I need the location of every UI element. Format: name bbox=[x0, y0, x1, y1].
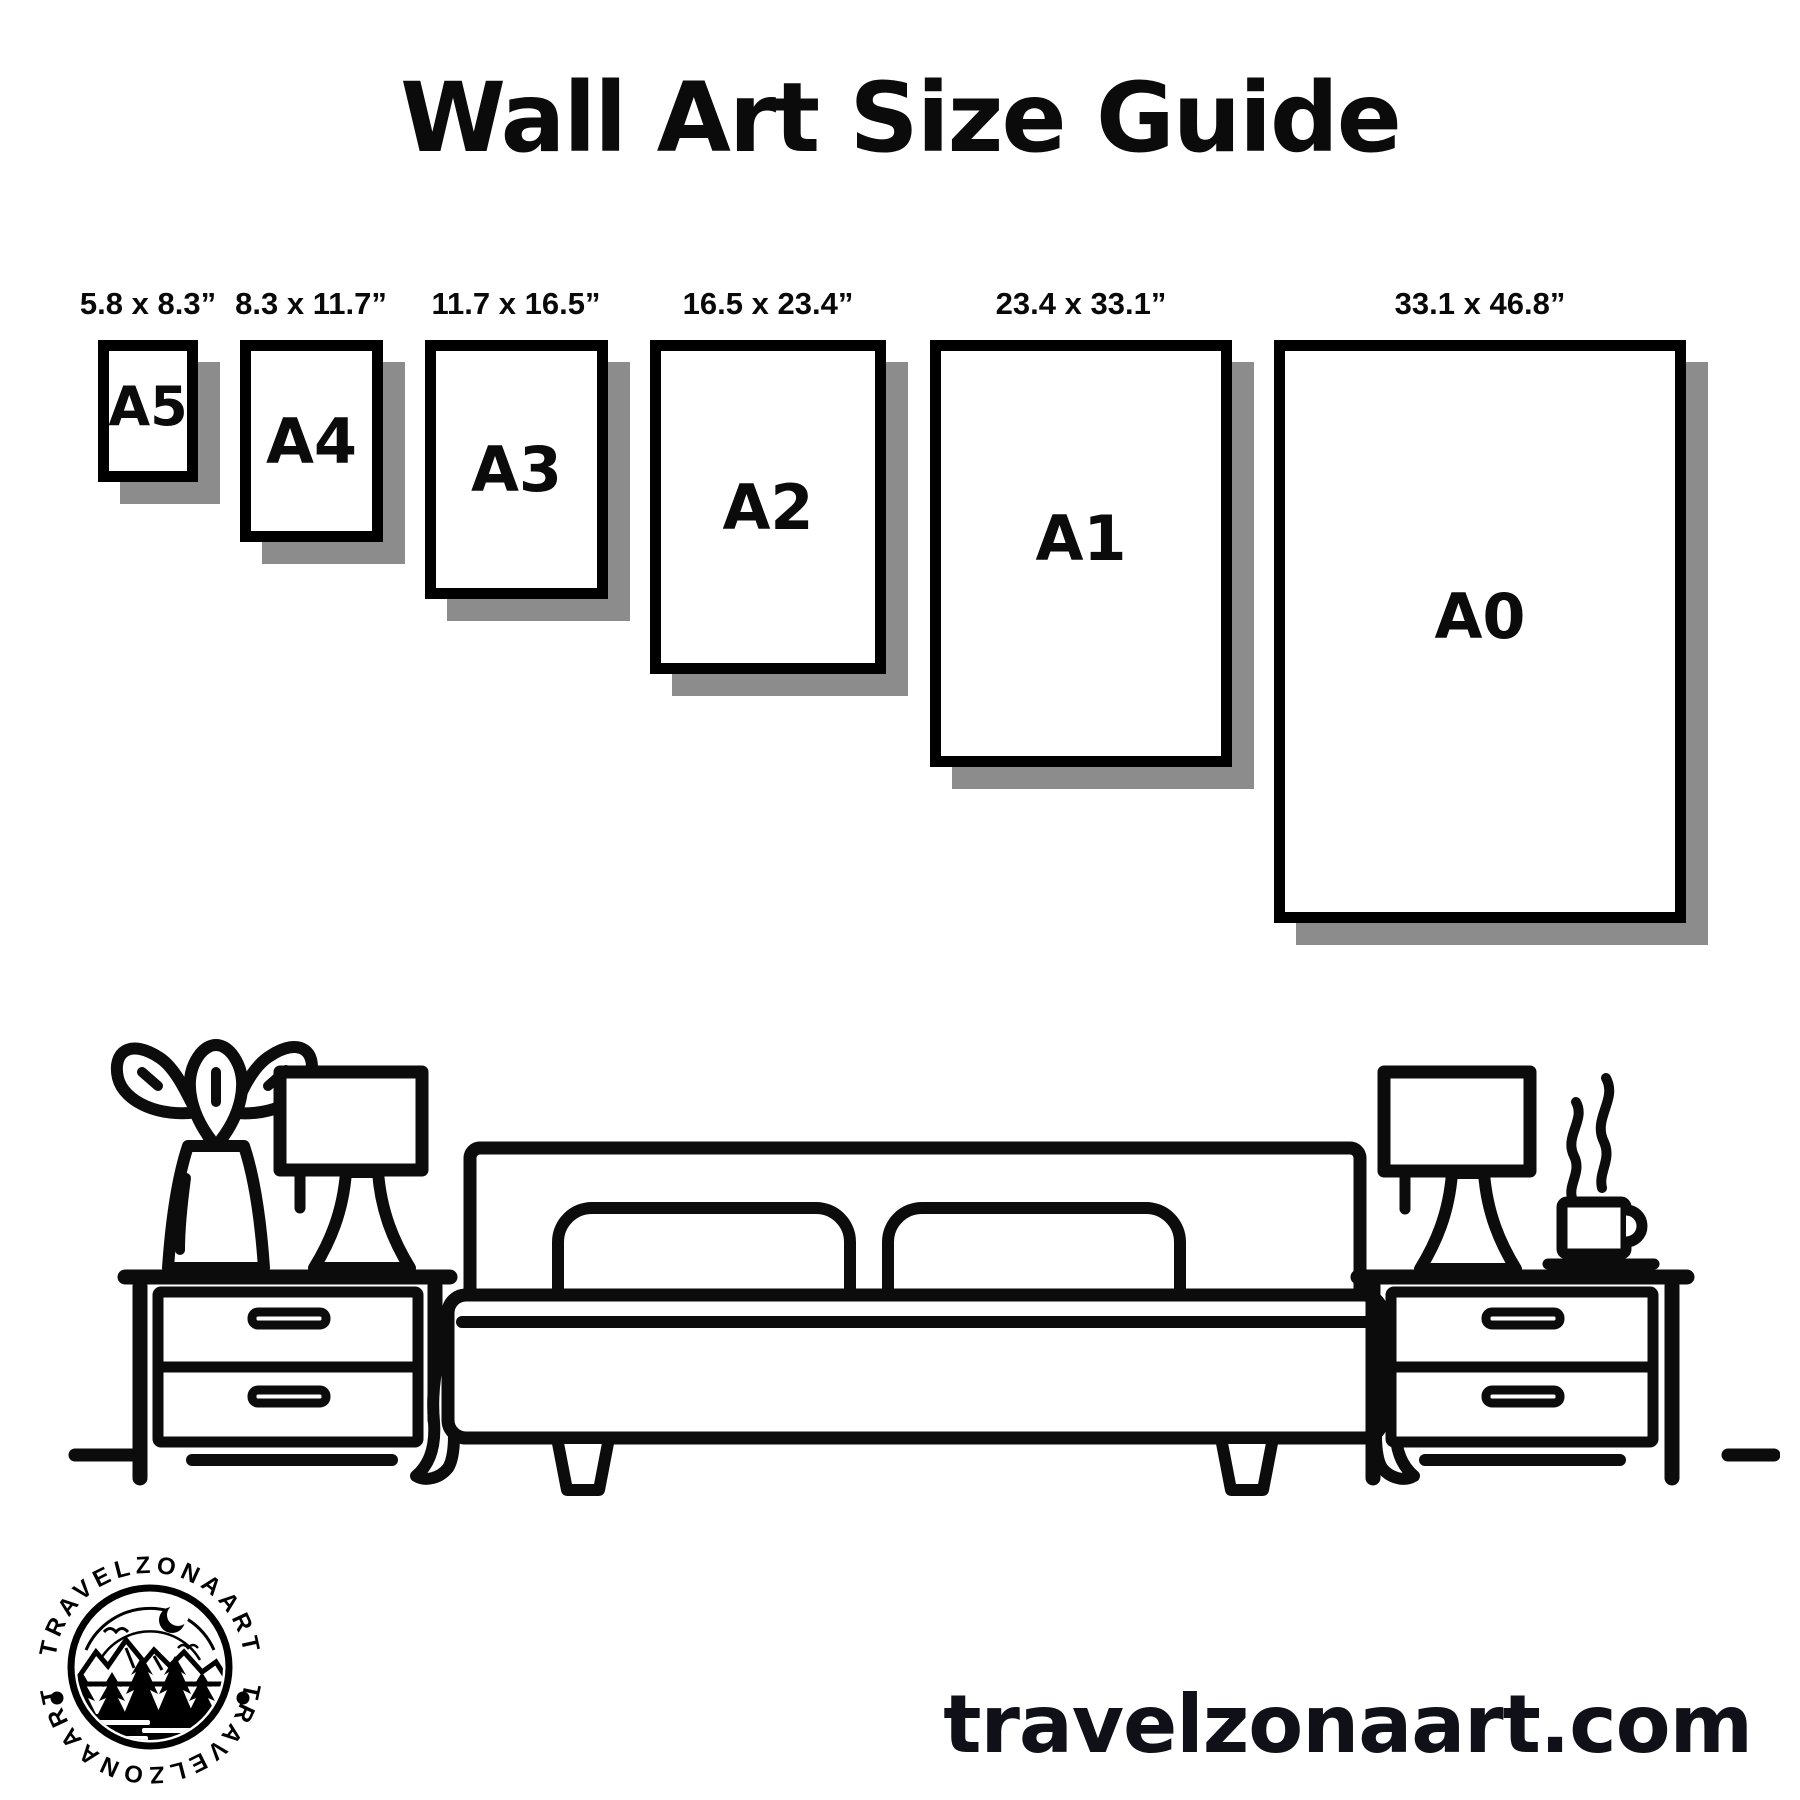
size-frame-a3 bbox=[425, 340, 608, 599]
size-label-a5: A5 bbox=[108, 374, 188, 438]
size-frame-a5 bbox=[98, 340, 198, 482]
size-dimensions-a5: 5.8 x 8.3” bbox=[79, 286, 217, 321]
size-dimensions-a1: 23.4 x 33.1” bbox=[995, 286, 1167, 321]
table-lamp-right-icon bbox=[1384, 1072, 1530, 1269]
size-label-a1: A1 bbox=[1035, 502, 1127, 575]
size-frame-a2 bbox=[650, 340, 886, 674]
bedroom-scene-illustration bbox=[60, 950, 1780, 1500]
size-dimensions-a2: 16.5 x 23.4” bbox=[682, 286, 854, 321]
bed-icon bbox=[416, 1148, 1414, 1490]
logo-brand-top: TRAVELZONAART bbox=[34, 1551, 266, 1659]
bed-leg-right bbox=[1221, 1438, 1273, 1490]
size-label-a0: A0 bbox=[1434, 580, 1526, 653]
bed-leg-left bbox=[557, 1438, 609, 1490]
size-label-a2: A2 bbox=[722, 470, 814, 544]
website-url: travelzonaart.com bbox=[943, 1678, 1752, 1771]
size-frame-a0 bbox=[1274, 340, 1686, 923]
size-dimensions-a0: 33.1 x 46.8” bbox=[1394, 286, 1566, 321]
table-lamp-left-icon bbox=[280, 1072, 422, 1268]
size-label-a4: A4 bbox=[265, 404, 358, 478]
size-dimensions-a3: 11.7 x 16.5” bbox=[431, 286, 601, 321]
size-dimensions-a4: 8.3 x 11.7” bbox=[235, 286, 387, 321]
size-frame-a1 bbox=[930, 340, 1232, 767]
coffee-cup-icon bbox=[1548, 1078, 1654, 1264]
size-label-a3: A3 bbox=[470, 433, 563, 506]
logo-brand-bottom: TRAVELZONAART bbox=[34, 1681, 266, 1788]
size-frame-a4 bbox=[240, 340, 383, 542]
moon-crescent-cut bbox=[167, 1604, 189, 1626]
page-title: Wall Art Size Guide bbox=[400, 62, 1400, 174]
brand-logo bbox=[30, 1548, 270, 1788]
nightstand-left-icon bbox=[125, 1277, 450, 1478]
nightstand-right-icon bbox=[1358, 1277, 1687, 1478]
